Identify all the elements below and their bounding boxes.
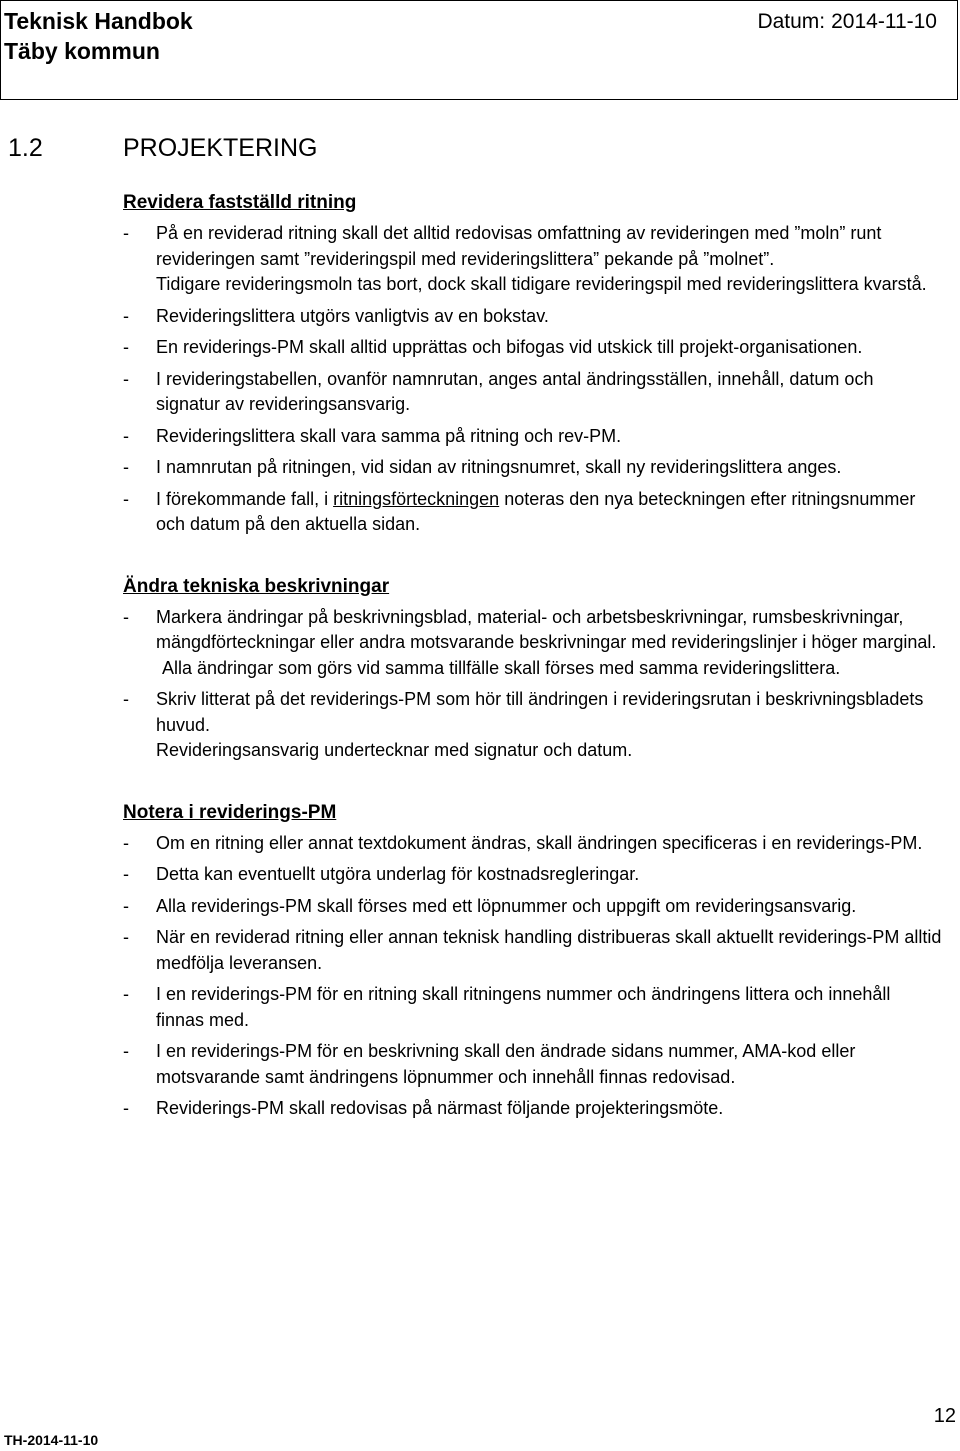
bullet-dash: - [123,984,129,1004]
bullet-list [0,831,960,1122]
bullet-dash: - [123,927,129,947]
list-item [0,894,960,920]
bullet-dash: - [123,488,129,509]
list-item [0,367,960,418]
subsection-heading: Notera i reviderings-PM [123,801,337,823]
bullet-list [0,221,960,538]
list-item [0,487,960,538]
list-item-text: Revideringslittera utgörs vanligtvis av en bokstav. [156,305,549,326]
list-item-text: Revideringslittera skall vara samma på ritning och rev-PM. [156,425,622,446]
list-item [0,831,960,857]
list-item [0,687,960,764]
list-item-continuation: Revideringsansvarig undertecknar med signatur och datum. [156,740,633,760]
list-item-text: När en reviderad ritning eller annan teknisk handling distribueras skall aktuellt reviderings-PM alltid medfölja leveransen. [156,927,942,973]
list-item [0,925,960,976]
subsection-heading: Revidera fastställd ritning [123,192,357,213]
list-item [0,335,960,361]
date-value: 2014-11-10 [831,10,937,33]
document-header [0,0,958,100]
section-title: PROJEKTERING [123,134,318,162]
section-heading [0,128,960,168]
list-item [0,221,960,298]
list-item-text-post: noteras den nya beteckningen efter ritningsnummer och datum på den aktuella sidan. [156,488,916,534]
list-item-text: I en reviderings-PM för en beskrivning skall den ändrade sidans nummer, AMA-kod eller motsvarande samt ändringens löpnummer och innehåll finnas redovisad. [156,1041,856,1087]
bullet-dash: - [123,368,129,389]
bullet-dash: - [123,1098,129,1118]
list-item [0,605,960,682]
date-label: Datum: [757,10,826,33]
list-item [0,862,960,888]
section-number: 1.2 [8,134,43,162]
list-item-text: Detta kan eventuellt utgöra underlag för kostnadsregleringar. [156,864,640,884]
list-item [0,455,960,481]
list-item [0,1039,960,1090]
list-item-text: En reviderings-PM skall alltid upprättas och bifogas vid utskick till projekt-organisationen. [156,337,863,357]
header-date [757,7,937,36]
list-item-continuation: Alla ändringar som görs vid samma tillfälle skall förses med samma revideringslittera. [162,657,841,678]
list-item-text-pre: I förekommande fall, i [156,488,334,509]
list-item-text: I en reviderings-PM för en ritning skall ritningens nummer och ändringens littera och innehåll finnas med. [156,984,891,1030]
bullet-dash: - [123,895,129,916]
bullet-dash: - [123,689,129,709]
bullet-dash: - [123,1041,129,1061]
bullet-dash: - [123,606,129,627]
bullet-dash: - [123,457,129,477]
list-item-continuation: Tidigare revideringsmoln tas bort, dock skall tidigare revideringspil med revideringslittera kvarstå. [156,274,927,294]
ritningsforteckningen-link[interactable]: ritningsförteckningen [333,488,500,509]
subsection-heading: Ändra tekniska beskrivningar [123,575,390,597]
organization-name: Täby kommun [4,38,160,64]
list-item-text: Reviderings-PM skall redovisas på närmast följande projekteringsmöte. [156,1098,724,1118]
list-item-text: I revideringstabellen, ovanför namnrutan, anges antal ändringsställen, innehåll, datum och signatur av revideringsansvarig. [156,368,874,414]
handbook-title: Teknisk Handbok [4,8,193,34]
list-item [0,982,960,1033]
list-item-text [156,487,942,538]
page-content [0,128,960,1128]
bullet-dash: - [123,337,129,357]
list-item [0,304,960,330]
bullet-dash: - [123,305,129,326]
page-number: 12 [933,1405,956,1427]
bullet-dash: - [123,223,129,243]
list-item-text: I namnrutan på ritningen, vid sidan av ritningsnumret, skall ny revideringslittera anges. [156,457,842,477]
bullet-dash: - [123,864,129,884]
footer-code: TH-2014-11-10 [4,1432,99,1448]
list-item-text: Om en ritning eller annat textdokument ändras, skall ändringen specificeras i en reviderings-PM. [156,832,923,853]
list-item [0,424,960,450]
bullet-dash: - [123,425,129,446]
list-item [0,1096,960,1122]
list-item-text: Alla reviderings-PM skall förses med ett löpnummer och uppgift om revideringsansvarig. [156,895,857,916]
bullet-dash: - [123,832,129,853]
list-item-text: Markera ändringar på beskrivningsblad, material- och arbetsbeskrivningar, rumsbeskrivningar, mängdförteckningar eller andra motsvarande beskrivningar med revideringslinjer i höger marginal. [156,606,937,652]
list-item-text: På en reviderad ritning skall det alltid redovisas omfattning av revideringen med ”moln” runt revideringen samt ”revideringspil med revideringslittera” pekande på ”molnet”. [156,223,882,269]
bullet-list [0,605,960,764]
list-item-text: Skriv litterat på det reviderings-PM som hör till ändringen i revideringsrutan i beskrivningsbladets huvud. [156,689,924,735]
